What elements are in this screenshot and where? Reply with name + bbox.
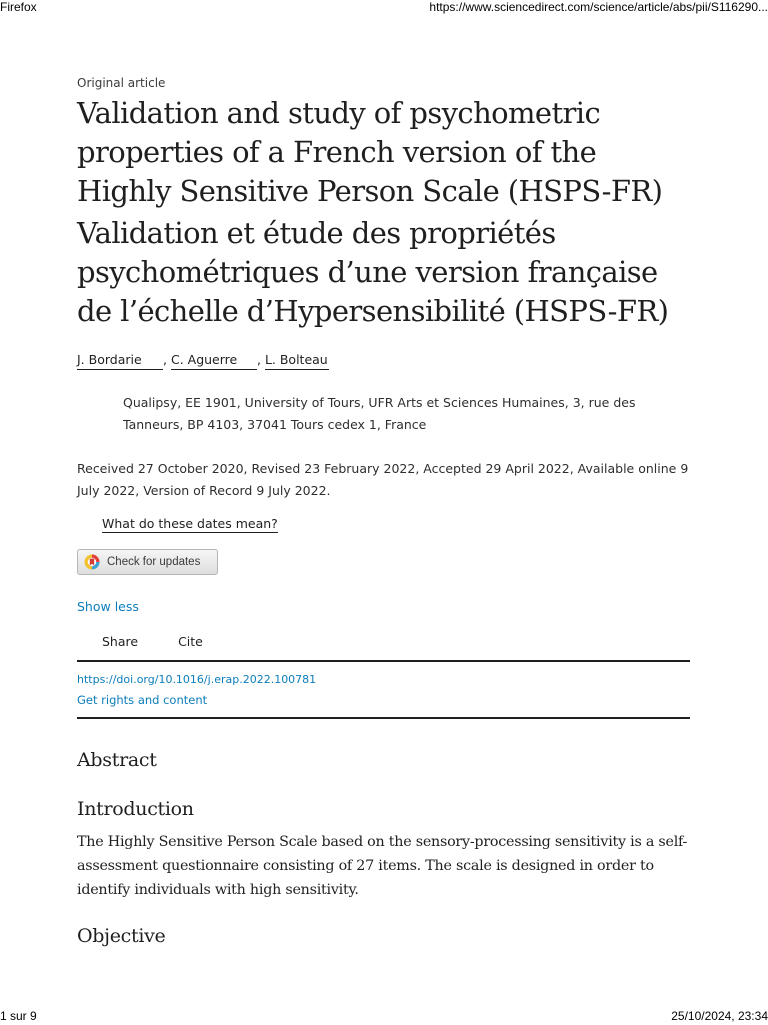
dates-meaning-link[interactable]: What do these dates mean? [102,516,278,531]
cite-button[interactable]: Cite [178,634,203,649]
author-link-bordarie[interactable]: J. Bordarie [77,352,163,370]
author-separator: , [163,352,167,367]
introduction-heading: Introduction [77,798,194,820]
article-actions [102,634,690,650]
article-type: Original article [77,76,166,90]
abstract-heading: Abstract [77,749,157,771]
check-for-updates-button[interactable] [77,549,218,575]
print-header [0,0,768,16]
article-header [77,74,690,948]
crossmark-icon [84,554,100,570]
author-link-aguerre[interactable]: C. Aguerre [171,352,257,370]
browser-name: Firefox [0,0,37,14]
divider [77,717,690,719]
print-footer [0,1009,768,1025]
show-less-link[interactable]: Show less [77,599,139,614]
article-dates: Received 27 October 2020, Revised 23 February 2022, Accepted 29 April 2022, Available online 9 July 2022, Version of Record 9 July 2022. [77,461,689,498]
dates-help [102,516,690,532]
divider [77,660,690,662]
introduction-text: The Highly Sensitive Person Scale based on the sensory-processing sensitivity is a self-assessment questionnaire consisting of 27 items. The scale is designed in order to identify individuals with high sensitivity. [77,834,688,898]
print-datetime: 25/10/2024, 23:34 [671,1009,768,1023]
affiliation: Qualipsy, EE 1901, University of Tours, UFR Arts et Sciences Humaines, 3, rue des Tanneurs, BP 4103, 37041 Tours cedex 1, France [123,395,636,432]
author-list [77,352,690,370]
page-count: 1 sur 9 [0,1009,37,1023]
objective-heading: Objective [77,925,166,947]
article-title-french: Validation et étude des propriétés psychométriques d’une version française de l’échelle d’Hypersensibilité (HSPS-FR) [77,216,669,328]
author-separator: , [256,352,261,367]
share-button[interactable]: Share [102,634,139,649]
rights-link[interactable]: Get rights and content [77,693,208,707]
check-for-updates-label: Check for updates [107,556,201,568]
doi-link[interactable]: https://doi.org/10.1016/j.erap.2022.100781 [77,673,317,686]
article-title: Validation and study of psychometric properties of a French version of the Highly Sensitive Person Scale (HSPS-FR) [77,96,663,208]
page-url: https://www.sciencedirect.com/science/article/abs/pii/S116290... [429,0,768,14]
author-link-bolteau[interactable]: L. Bolteau [265,352,329,370]
